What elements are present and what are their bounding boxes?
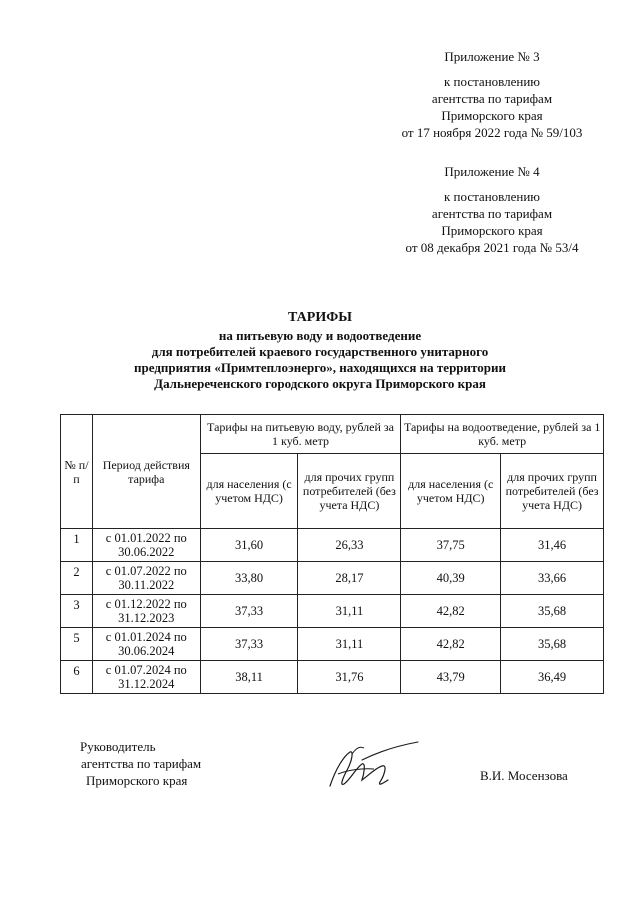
appendix-title: Приложение № 3	[444, 49, 540, 64]
header-sewer-population: для населения (с учетом НДС)	[401, 454, 501, 529]
row-water-other: 31,11	[298, 595, 401, 628]
row-period: с 01.01.2022 по 30.06.2022	[92, 529, 200, 562]
row-period: с 01.12.2022 по 31.12.2023	[92, 595, 200, 628]
row-num: 1	[61, 529, 93, 562]
row-water-population: 31,60	[200, 529, 298, 562]
row-sewer-other: 35,68	[501, 628, 604, 661]
row-water-population: 38,11	[200, 661, 298, 694]
appendix-line: от 08 декабря 2021 года № 53/4	[405, 240, 579, 255]
table-row	[61, 628, 604, 661]
row-water-other: 28,17	[298, 562, 401, 595]
table-row	[61, 661, 604, 694]
tariff-table	[60, 414, 604, 694]
row-sewer-population: 42,82	[401, 595, 501, 628]
handwritten-signature	[318, 738, 428, 798]
header-water-population: для населения (с учетом НДС)	[200, 454, 298, 529]
appendix-title: Приложение № 4	[444, 164, 540, 179]
row-num: 2	[61, 562, 93, 595]
appendix-line: от 17 ноября 2022 года № 59/103	[401, 125, 583, 140]
row-num: 6	[61, 661, 93, 694]
row-sewer-population: 40,39	[401, 562, 501, 595]
row-period: с 01.01.2024 по 30.06.2024	[92, 628, 200, 661]
row-num: 3	[61, 595, 93, 628]
appendix-line: Приморского края	[441, 223, 543, 238]
appendix-line: к постановлению	[443, 74, 541, 89]
row-sewer-population: 37,75	[401, 529, 501, 562]
appendix-line: агентства по тарифам	[431, 206, 553, 221]
row-num: 5	[61, 628, 93, 661]
table-row	[61, 562, 604, 595]
signatory-line: агентства по тарифам	[81, 756, 202, 771]
document-title: ТАРИФЫ	[288, 310, 352, 325]
row-sewer-other: 35,68	[501, 595, 604, 628]
appendix-4-block	[372, 163, 612, 256]
header-num: № п/п	[61, 415, 93, 529]
heading-line: для потребителей краевого государственного унитарного	[151, 344, 489, 359]
row-water-other: 31,11	[298, 628, 401, 661]
row-sewer-population: 43,79	[401, 661, 501, 694]
header-period: Период действия тарифа	[92, 415, 200, 529]
row-period: с 01.07.2022 по 30.11.2022	[92, 562, 200, 595]
heading-line: предприятия «Примтеплоэнерго», находящихся на территории	[134, 360, 506, 375]
header-sewer-group: Тарифы на водоотведение, рублей за 1 куб. метр	[401, 415, 604, 454]
heading-line: Дальнереченского городского округа Приморского края	[154, 376, 486, 391]
row-water-population: 37,33	[200, 628, 298, 661]
document-heading	[60, 310, 580, 392]
table-row	[61, 595, 604, 628]
signatory-line: Приморского края	[86, 773, 188, 788]
header-water-group: Тарифы на питьевую воду, рублей за 1 куб. метр	[200, 415, 401, 454]
appendix-3-block	[372, 48, 612, 141]
row-sewer-other: 36,49	[501, 661, 604, 694]
heading-line: на питьевую воду и водоотведение	[218, 328, 422, 343]
signatory-position	[80, 738, 240, 789]
row-sewer-other: 33,66	[501, 562, 604, 595]
row-water-population: 37,33	[200, 595, 298, 628]
row-period: с 01.07.2024 по 31.12.2024	[92, 661, 200, 694]
row-water-other: 31,76	[298, 661, 401, 694]
appendix-line: к постановлению	[443, 189, 541, 204]
appendix-line: агентства по тарифам	[431, 91, 553, 106]
header-water-other: для прочих групп потребителей (без учета НДС)	[298, 454, 401, 529]
signatory-name: В.И. Мосензова	[480, 768, 568, 783]
row-sewer-population: 42,82	[401, 628, 501, 661]
row-water-other: 26,33	[298, 529, 401, 562]
row-water-population: 33,80	[200, 562, 298, 595]
row-sewer-other: 31,46	[501, 529, 604, 562]
signatory-line: Руководитель	[80, 739, 156, 754]
header-sewer-other: для прочих групп потребителей (без учета НДС)	[501, 454, 604, 529]
appendix-line: Приморского края	[441, 108, 543, 123]
table-row	[61, 529, 604, 562]
